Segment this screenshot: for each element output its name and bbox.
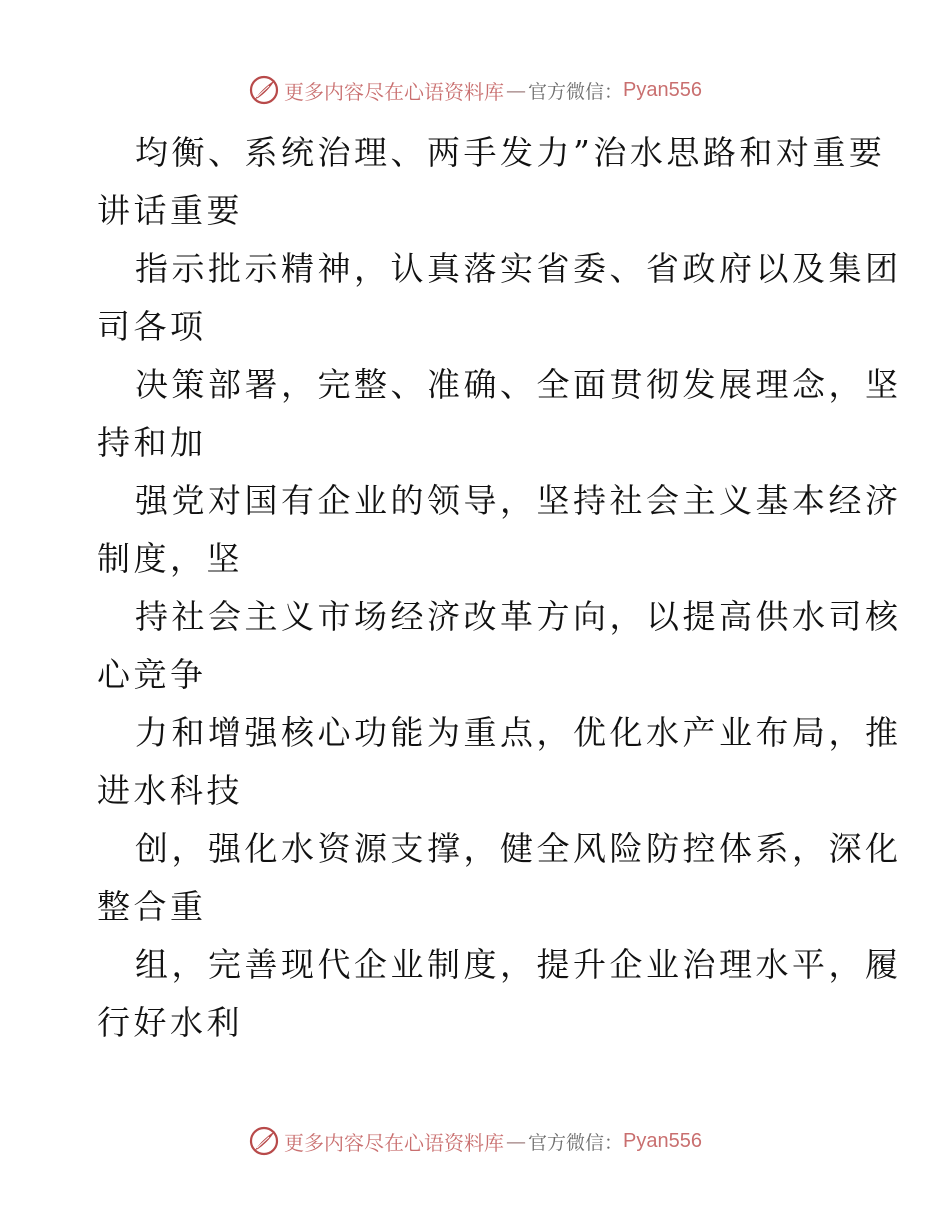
paragraph: [97, 356, 902, 472]
watermark-text: 更多内容尽在心语资料库: [284, 79, 504, 104]
paragraph-line: 整合重: [97, 887, 207, 926]
paragraph: [97, 704, 902, 820]
watermark-header: [0, 73, 950, 107]
paragraph-line: 持和加: [97, 423, 207, 462]
paragraph-line: 讲话重要: [97, 191, 243, 230]
document-body: [97, 124, 902, 1052]
paragraph-line: 强党对国有企业的领导，坚持社会主义基本经济: [135, 481, 902, 520]
watermark-wechat-id: Pyan556: [623, 78, 702, 101]
paragraph-line: 组，完善现代企业制度，提升企业治理水平，履: [135, 945, 902, 984]
paragraph: [97, 820, 902, 936]
watermark-footer: [0, 1124, 950, 1158]
watermark-separator: —: [506, 1129, 526, 1153]
watermark-wechat-id: Pyan556: [623, 1129, 702, 1152]
watermark-wechat-label: 官方微信：: [528, 1131, 624, 1154]
watermark-text: 更多内容尽在心语资料库: [284, 1130, 504, 1155]
quill-circle-logo-icon: [248, 1125, 280, 1157]
paragraph-line: 决策部署，完整、准确、全面贯彻发展理念，坚: [135, 365, 902, 404]
watermark-separator: —: [506, 78, 526, 102]
paragraph-line: 制度，坚: [97, 539, 243, 578]
paragraph-line: 创，强化水资源支撑，健全风险防控体系，深化: [135, 829, 902, 868]
paragraph-line: 力和增强核心功能为重点，优化水产业布局，推: [135, 713, 902, 752]
quill-circle-logo-icon: [248, 74, 280, 106]
paragraph-line: 司各项: [97, 307, 207, 346]
watermark-wechat-label: 官方微信：: [528, 80, 624, 103]
paragraph-line: 进水科技: [97, 771, 243, 810]
paragraph: [97, 240, 902, 356]
paragraph-line: 指示批示精神，认真落实省委、省政府以及集团: [135, 249, 902, 288]
paragraph: [97, 124, 886, 240]
paragraph-line: 心竞争: [97, 655, 207, 694]
paragraph: [97, 588, 902, 704]
paragraph: [97, 472, 902, 588]
paragraph-line: 持社会主义市场经济改革方向，以提高供水司核: [135, 597, 902, 636]
paragraph: [97, 936, 902, 1052]
paragraph-line: 行好水利: [97, 1003, 243, 1042]
paragraph-line: 均衡、系统治理、两手发力”治水思路和对重要: [135, 133, 886, 172]
